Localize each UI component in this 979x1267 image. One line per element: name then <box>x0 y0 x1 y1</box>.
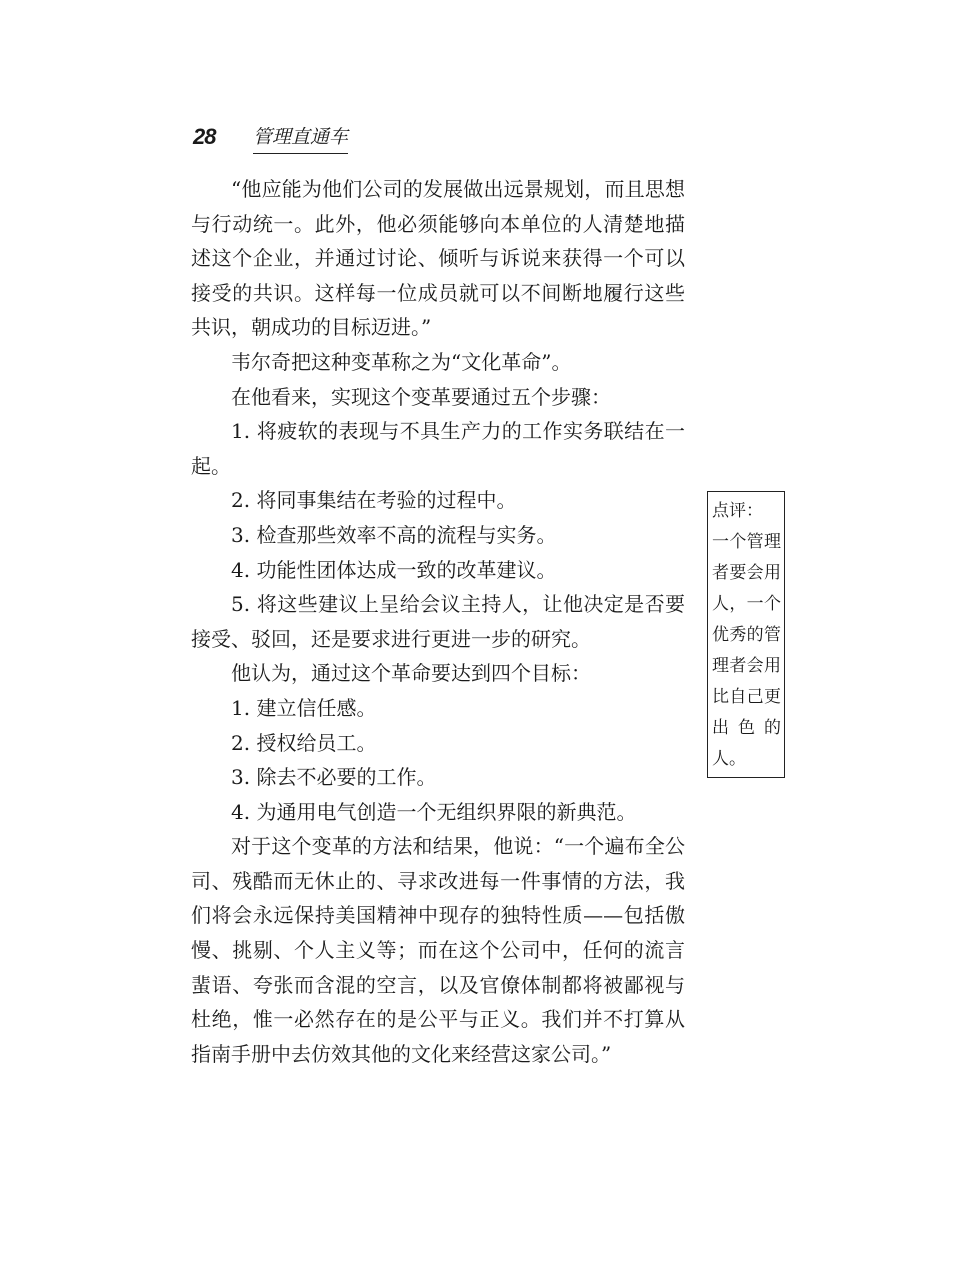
commentary-box <box>707 491 785 778</box>
goal-item-3: 3. 除去不必要的工作。 <box>231 765 437 790</box>
paragraph-cultural-revolution: 韦尔奇把这种变革称之为“文化革命”。 <box>231 349 572 374</box>
step-item-5: 5. 将这些建议上呈给会议主持人，让他决定是否要接受、驳回，还是要求进行更进一步的研究。 <box>191 592 685 651</box>
main-text <box>191 172 685 1071</box>
goal-item-4: 4. 为通用电气创造一个无组织界限的新典范。 <box>231 799 637 824</box>
paragraph-five-steps-intro: 在他看来，实现这个变革要通过五个步骤： <box>231 384 611 409</box>
step-item-1: 1. 将疲软的表现与不具生产力的工作实务联结在一起。 <box>191 419 685 478</box>
commentary-text: 一个管理者要会用人，一个优秀的管理者会用比自己更出色的人。 <box>712 532 781 769</box>
page-number: 28 <box>193 124 216 149</box>
paragraph-closing-quote: 对于这个变革的方法和结果，他说：“一个遍布全公司、残酷而无休止的、寻求改进每一件事情的方法，我们将会永远保持美国精神中现存的独特性质——包括傲慢、挑剔、个人主义等；而在这个公司中，任何的流言蜚语、夸张而含混的空言，以及官僚体制都将被鄙视与杜绝，惟一必然存在的是公平与正义。我们并不打算从指南手册中去仿效其他的文化来经营这家公司。” <box>191 834 685 1066</box>
paragraph-four-goals-intro: 他认为，通过这个革命要达到四个目标： <box>231 661 591 686</box>
goal-item-2: 2. 授权给员工。 <box>231 730 377 755</box>
running-title: 管理直通车 <box>253 122 348 154</box>
paragraph-quote-vision: “他应能为他们公司的发展做出远景规划，而且思想与行动统一。此外，他必须能够向本单位的人清楚地描述这个企业，并通过讨论、倾听与诉说来获得一个可以接受的共识。这样每一位成员就可以不间断地履行这些共识，朝成功的目标迈进。” <box>191 177 685 340</box>
commentary-title: 点评： <box>712 501 763 521</box>
step-item-3: 3. 检查那些效率不高的流程与实务。 <box>231 522 557 547</box>
step-item-2: 2. 将同事集结在考验的过程中。 <box>231 488 517 513</box>
step-item-4: 4. 功能性团体达成一致的改革建议。 <box>231 557 557 582</box>
goal-item-1: 1. 建立信任感。 <box>231 695 377 720</box>
page-header <box>193 122 393 156</box>
